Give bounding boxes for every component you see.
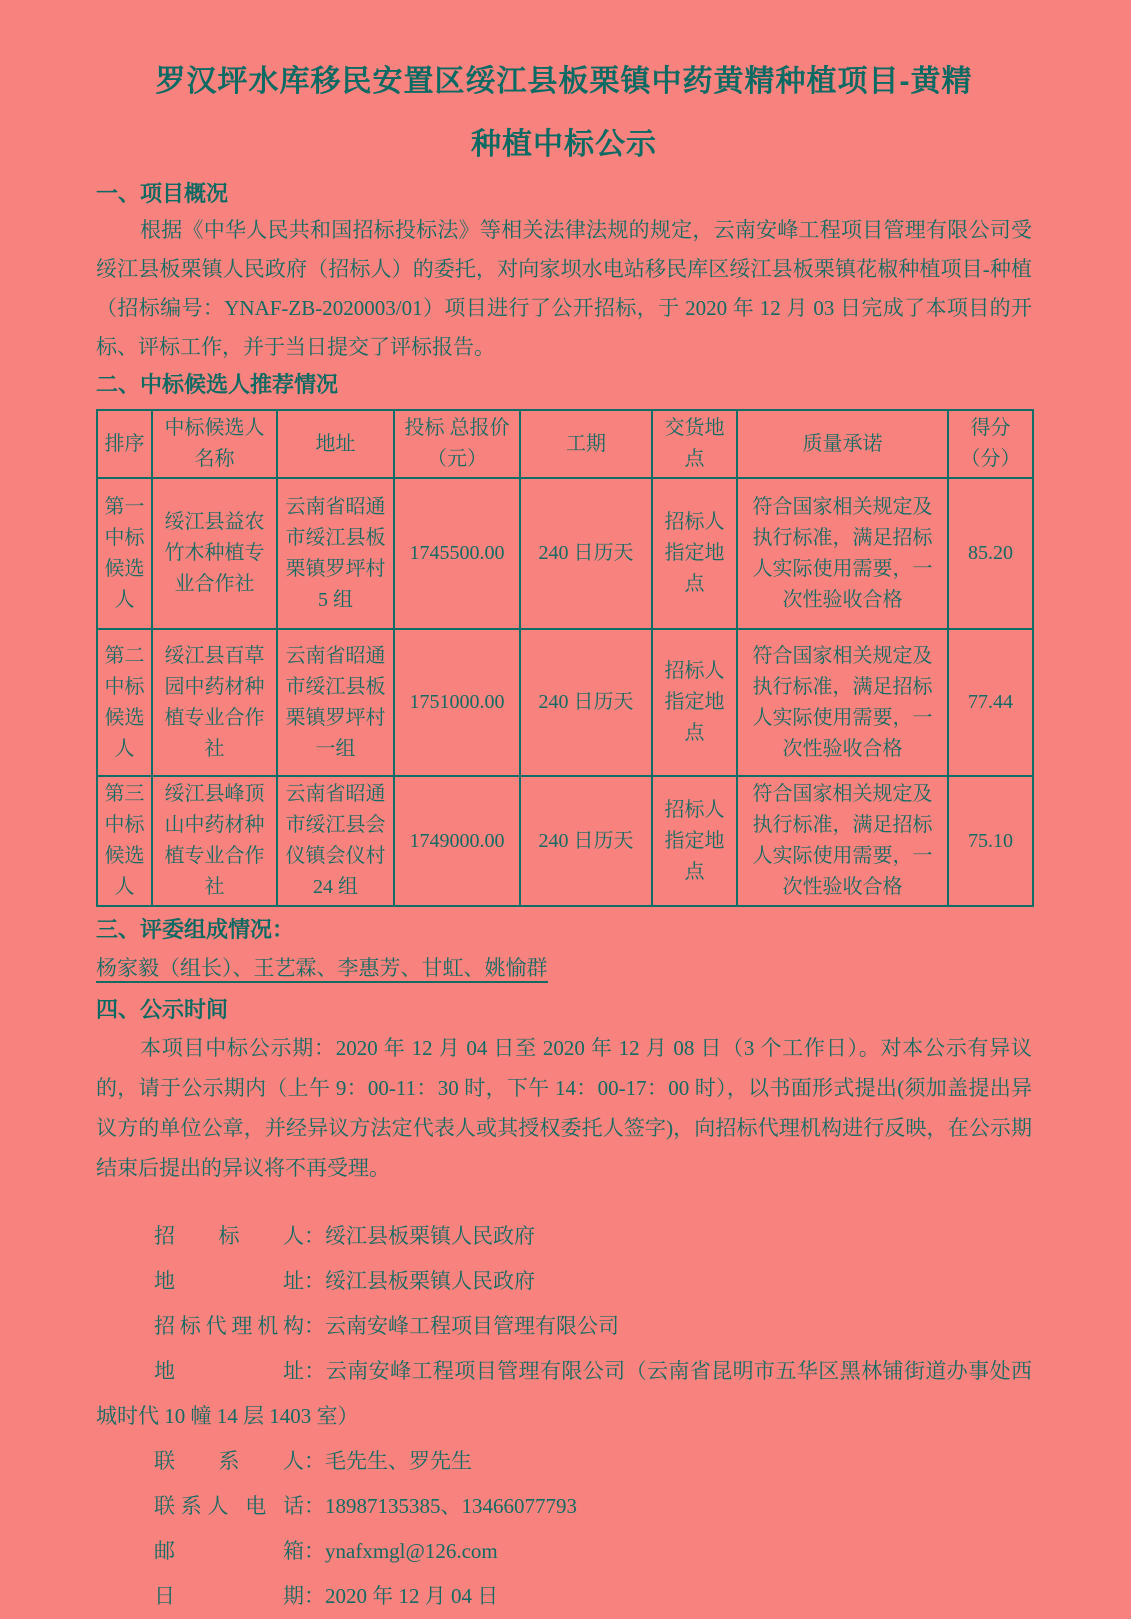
table-header-row xyxy=(97,410,1033,478)
cell-candidate-name: 绥江县峰顶山中药材种植专业合作社 xyxy=(152,776,277,906)
contact-label: 地址 xyxy=(154,1269,304,1293)
document-title-line1: 罗汉坪水库移民安置区绥江县板栗镇中药黄精种植项目-黄精 xyxy=(155,65,973,98)
cell-price: 1745500.00 xyxy=(394,478,520,629)
contact-row-contact-person xyxy=(96,1439,1032,1484)
col-header-rank: 排序 xyxy=(97,410,152,478)
contact-value: 毛先生、罗先生 xyxy=(325,1449,472,1473)
col-header-score: 得分 （分） xyxy=(948,410,1033,478)
cell-score: 77.44 xyxy=(948,629,1033,776)
section3-heading: 三、评委组成情况： xyxy=(96,917,295,942)
contact-value: 云南安峰工程项目管理有限公司（云南省昆明市五华区黑林铺街道办事处西城时代 10 幢 14 层 1403 室） xyxy=(96,1359,1033,1428)
cell-duration: 240 日历天 xyxy=(520,629,652,776)
cell-quality: 符合国家相关规定及执行标准，满足招标人实际使用需要，一次性验收合格 xyxy=(737,629,948,776)
contact-label: 联系人 电 话 xyxy=(154,1494,304,1518)
contact-row-tenderee-address xyxy=(96,1259,1032,1304)
contact-label: 邮箱 xyxy=(154,1539,304,1563)
candidates-table xyxy=(96,409,1034,907)
contact-value: 18987135385、13466077793 xyxy=(325,1494,577,1518)
cell-quality: 符合国家相关规定及执行标准，满足招标人实际使用需要，一次性验收合格 xyxy=(737,478,948,629)
document-title xyxy=(96,0,1032,176)
contact-colon: ： xyxy=(304,1584,325,1608)
table-row xyxy=(97,478,1033,629)
contact-colon: ： xyxy=(304,1314,325,1338)
cell-rank: 第二中标候选人 xyxy=(97,629,152,776)
contact-value: ynafxmgl@126.com xyxy=(325,1539,498,1563)
cell-delivery: 招标人指定地点 xyxy=(652,776,737,906)
contact-row-phone xyxy=(96,1484,1032,1529)
contact-row-tenderee xyxy=(96,1214,1032,1259)
contact-label: 地址 xyxy=(154,1359,304,1383)
section4-paragraph: 本项目中标公示期：2020 年 12 月 04 日至 2020 年 12 月 08 日（3 个工作日）。对本公示有异议的，请于公示期内（上午 9：00-11：30 时，下午 14：00-17：00 时），以书面形式提出(须加盖提出异议方的单位公章，并经异议方法定代表人或其授权委托人签字)，向招标代理机构进行反映，在公示期结束后提出的异议将不再受理。 xyxy=(96,1036,1032,1180)
contact-colon: ： xyxy=(304,1494,325,1518)
cell-duration: 240 日历天 xyxy=(520,776,652,906)
cell-candidate-name: 绥江县益农竹木种植专业合作社 xyxy=(152,478,277,629)
cell-candidate-name: 绥江县百草园中药材种植专业合作社 xyxy=(152,629,277,776)
cell-score: 75.10 xyxy=(948,776,1033,906)
contact-value: 云南安峰工程项目管理有限公司 xyxy=(325,1314,619,1338)
cell-address: 云南省昭通市绥江县板栗镇罗坪村一组 xyxy=(277,629,394,776)
contact-colon: ： xyxy=(304,1359,326,1383)
col-header-candidate: 中标候选人名称 xyxy=(152,410,277,478)
cell-address: 云南省昭通市绥江县板栗镇罗坪村 5 组 xyxy=(277,478,394,629)
col-header-price: 投标 总报价（元） xyxy=(394,410,520,478)
cell-delivery: 招标人指定地点 xyxy=(652,478,737,629)
cell-rank: 第三中标候选人 xyxy=(97,776,152,906)
cell-price: 1751000.00 xyxy=(394,629,520,776)
document-title-line2: 种植中标公示 xyxy=(471,128,657,161)
contact-label: 招标代理机构 xyxy=(154,1314,304,1338)
section1-paragraph: 根据《中华人民共和国招标投标法》等相关法律法规的规定，云南安峰工程项目管理有限公司受绥江县板栗镇人民政府（招标人）的委托，对向家坝水电站移民库区绥江县板栗镇花椒种植项目-种植（招标编号：YNAF-ZB-2020003/01）项目进行了公开招标，于 2020 年 12 月 03 日完成了本项目的开标、评标工作，并于当日提交了评标报告。 xyxy=(96,218,1032,359)
col-header-address: 地址 xyxy=(277,410,394,478)
contact-row-date xyxy=(96,1574,1032,1619)
contact-label: 招标人 xyxy=(154,1224,304,1248)
cell-rank: 第一中标候选人 xyxy=(97,478,152,629)
contact-value: 绥江县板栗镇人民政府 xyxy=(325,1224,535,1248)
cell-score: 85.20 xyxy=(948,478,1033,629)
cell-address: 云南省昭通市绥江县会仪镇会仪村 24 组 xyxy=(277,776,394,906)
contact-row-email xyxy=(96,1529,1032,1574)
cell-duration: 240 日历天 xyxy=(520,478,652,629)
col-header-quality: 质量承诺 xyxy=(737,410,948,478)
section1-heading: 一、项目概况 xyxy=(96,181,229,206)
contact-row-agency xyxy=(96,1304,1032,1349)
table-row xyxy=(97,629,1033,776)
col-header-delivery: 交货地点 xyxy=(652,410,737,478)
section2-heading: 二、中标候选人推荐情况 xyxy=(96,372,339,397)
contact-colon: ： xyxy=(304,1539,325,1563)
cell-delivery: 招标人指定地点 xyxy=(652,629,737,776)
contact-block xyxy=(96,1214,1032,1619)
contact-label: 日期 xyxy=(154,1584,304,1608)
table-row xyxy=(97,776,1033,906)
contact-colon: ： xyxy=(304,1449,325,1473)
section4-heading: 四、公示时间 xyxy=(96,997,229,1022)
contact-colon: ： xyxy=(304,1224,325,1248)
contact-colon: ： xyxy=(304,1269,325,1293)
col-header-duration: 工期 xyxy=(520,410,652,478)
contact-row-agency-address xyxy=(96,1349,1032,1439)
contact-value: 2020 年 12 月 04 日 xyxy=(325,1584,499,1608)
jury-members: 杨家毅（组长）、王艺霖、李惠芳、甘虹、姚愉群 xyxy=(96,956,548,983)
cell-quality: 符合国家相关规定及执行标准，满足招标人实际使用需要，一次性验收合格 xyxy=(737,776,948,906)
contact-label: 联系人 xyxy=(154,1449,304,1473)
cell-price: 1749000.00 xyxy=(394,776,520,906)
jury-members-line xyxy=(96,950,1032,986)
contact-value: 绥江县板栗镇人民政府 xyxy=(325,1269,535,1293)
